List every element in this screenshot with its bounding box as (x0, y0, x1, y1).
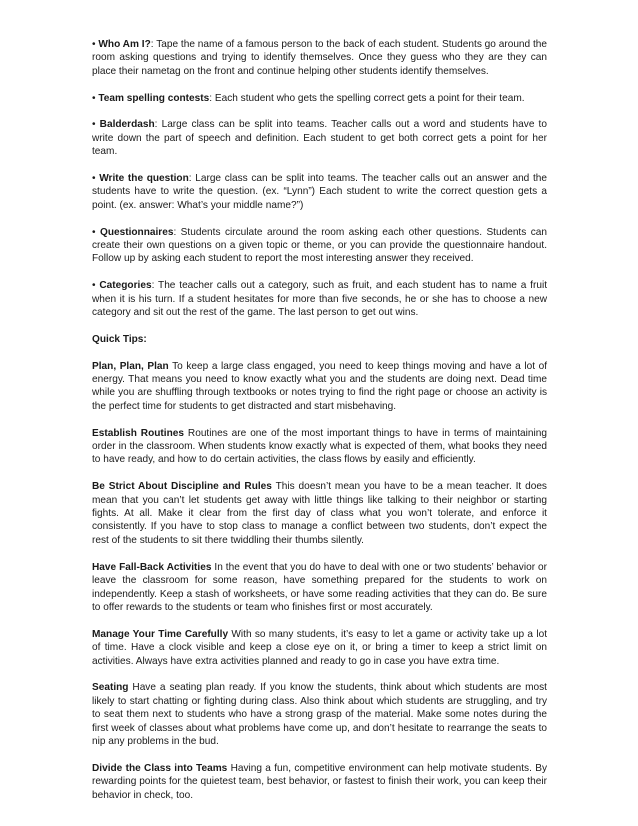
tip-term: Plan, Plan, Plan (92, 360, 169, 372)
game-description: : The teacher calls out a category, such as fruit, and each student has to name a fruit when it is his turn. If a student hesitates for more than five seconds, he or she has to choose a new category and sit out the rest of the game. The last person to get out wins. (92, 280, 547, 319)
tip-term: Be Strict About Discipline and Rules (92, 481, 272, 493)
tip-description: With so many students, it’s easy to let a game or activity take up a lot of time. Have a clock visible and keep a close eye on it, or bring a timer to keep a strict limit on activities. Always have extra activities planned and ready to go in case you have extra time. (92, 628, 547, 667)
game-write-the-question (92, 172, 547, 212)
game-term: Team spelling contests (98, 92, 210, 104)
tip-manage-time (92, 628, 547, 668)
bullet: • (92, 226, 96, 238)
bullet: • (92, 280, 96, 292)
document-page (92, 38, 547, 815)
game-term: Write the question (99, 173, 189, 185)
bullet: • (92, 119, 96, 131)
tip-term: Establish Routines (92, 427, 184, 439)
game-term: Who Am I? (98, 39, 151, 50)
game-questionnaires (92, 226, 547, 266)
tip-seating (92, 681, 547, 748)
game-term: Questionnaires (99, 226, 174, 238)
game-term: Categories (99, 280, 152, 292)
game-categories (92, 279, 547, 319)
bullet: • (92, 39, 96, 50)
tip-description: Having a fun, competitive environment can help motivate students. By rewarding points for the quietest team, best behavior, or fastest to finish their work, you can keep their behavior in check, too. (92, 762, 547, 801)
tip-fall-back-activities (92, 561, 547, 615)
tip-be-strict (92, 480, 547, 547)
game-term: Balderdash (99, 119, 155, 131)
tip-term: Have Fall-Back Activities (92, 561, 212, 573)
tip-description: This doesn’t mean you have to be a mean teacher. It does mean that you can’t let students get away with little things like talking to their neighbor or starting fights. At all. Make it clear from the first day of class what you won’t tolerate, and enforce it consistently. If you have to stop class to manage a conflict between two students, don’t expect the rest of the students to sit there twiddling their thumbs silently. (92, 481, 547, 546)
game-description: : Tape the name of a famous person to the back of each student. Students go around the room asking questions and trying to identify themselves. Once they guess who they are they can place their nametag on the front and continue helping other students identify themselves. (92, 39, 548, 77)
bullet: • (92, 173, 96, 185)
game-description: : Large class can be split into teams. The teacher calls out an answer and the students have to write the question. (ex. “Lynn”) Each student to write the correct question gets a point. (ex. answer: What’s your middle name?”) (92, 173, 547, 211)
tip-term: Divide the Class into Teams (92, 762, 228, 774)
quick-tips-heading: Quick Tips: (92, 333, 147, 345)
game-team-spelling (92, 92, 547, 105)
tip-description: To keep a large class engaged, you need to keep things moving and have a lot of energy. That means you need to know exactly what you and the students are doing next. Dead time while you are shuffling through textbooks or notes trying to find the right page or choose an activity is the perfect time for students to get distracted and start misbehaving. (92, 360, 547, 412)
tip-description: In the event that you do have to deal with one or two students’ behavior or leave the classroom for some reason, have something prepared for the students to work on independently. Keep a stash of worksheets, or have some reading activities that they can do. Be sure to offer rewards to the students or team who finishes first or most accurately. (92, 561, 547, 613)
tip-establish-routines (92, 427, 547, 467)
tip-description: Have a seating plan ready. If you know the students, think about which students are most likely to start chatting or fighting during class. Also think about which students are struggling, and try to seat them next to students who have a strong grasp of the material. Make some notes during the first week of classes about what problems have come up, and don’t hesitate to rearrange the seats to nip any problems in the bud. (92, 682, 547, 747)
tip-divide-teams (92, 762, 547, 802)
game-description: : Each student who gets the spelling correct gets a point for their team. (209, 92, 525, 104)
game-description: : Students circulate around the room asking each other questions. Students can create their own questions on a given topic or theme, or you can provide the questionnaire handout. Follow up by asking each student to report the most interesting answer they received. (92, 226, 547, 265)
bullet: • (92, 92, 96, 104)
game-who-am-i (92, 38, 547, 78)
game-description: : Large class can be split into teams. Teacher calls out a word and students have to write down the part of speech and definition. Each student to get both correct gets a point for her team. (92, 119, 547, 158)
game-balderdash (92, 118, 547, 158)
tip-term: Seating (92, 682, 129, 694)
tip-term: Manage Your Time Carefully (92, 628, 229, 640)
tip-description: Routines are one of the most important things to have in terms of maintaining order in the classroom. When students know exactly what is expected of them, what books they need to have ready, and how to do certain activities, the class flows by easily and efficiently. (92, 427, 547, 466)
tip-plan (92, 360, 547, 414)
